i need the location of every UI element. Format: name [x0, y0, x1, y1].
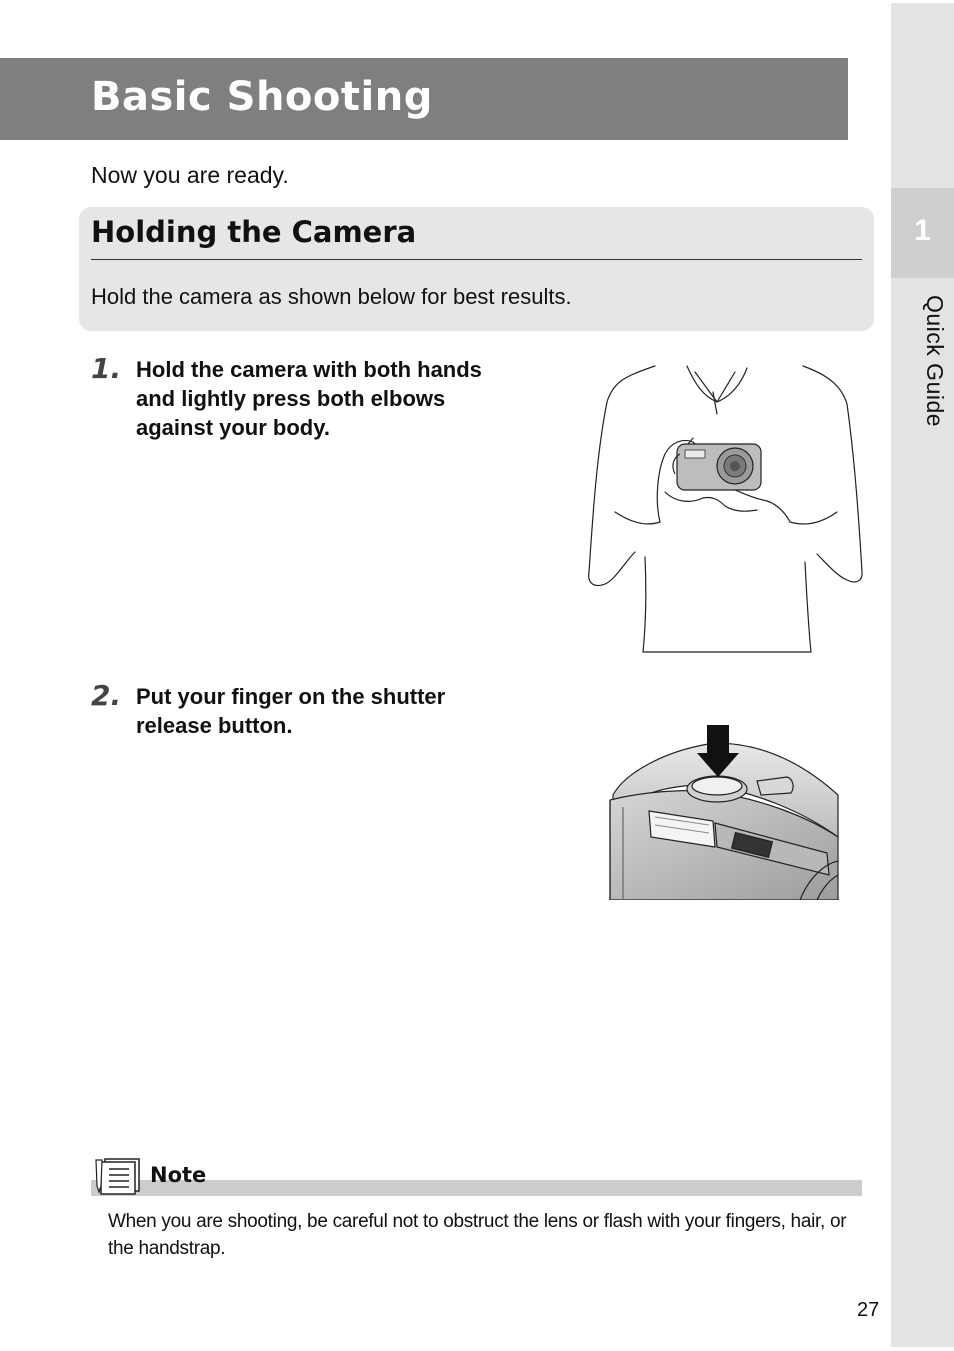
page-number: 27: [857, 1299, 880, 1321]
note-line: the handstrap.: [108, 1238, 226, 1259]
step-line: against your body.: [136, 415, 330, 440]
note-divider: [91, 1180, 862, 1196]
step-line: Put your finger on the shutter: [136, 684, 446, 709]
chapter-label: Quick Guide: [922, 295, 948, 428]
section-box: [79, 207, 874, 331]
section-divider: [91, 259, 862, 260]
step-number: 1.: [91, 352, 122, 385]
chapter-number: 1: [914, 214, 931, 247]
page-title: Basic Shooting: [91, 74, 433, 120]
step-number: 2.: [91, 679, 122, 712]
section-description: Hold the camera as shown below for best results.: [91, 284, 572, 309]
chapter-tab: [891, 188, 954, 278]
camera-graphic: [673, 444, 761, 490]
step-instruction: [136, 355, 556, 442]
section-title: Holding the Camera: [91, 215, 417, 249]
step-instruction: [136, 682, 556, 740]
step-line: and lightly press both elbows: [136, 386, 446, 411]
note-pad-icon: [95, 1156, 143, 1196]
step-line: Hold the camera with both hands: [136, 357, 482, 382]
intro-text: Now you are ready.: [91, 162, 289, 188]
step-line: release button.: [136, 713, 293, 738]
note-text: [108, 1208, 858, 1262]
note-label: Note: [150, 1163, 207, 1187]
title-bar: [0, 58, 848, 140]
person-holding-camera-illustration: [585, 362, 865, 657]
note-line: When you are shooting, be careful not to obstruct the lens or flash with your fingers, hair, or: [108, 1211, 847, 1232]
shutter-button-illustration: [605, 725, 840, 900]
